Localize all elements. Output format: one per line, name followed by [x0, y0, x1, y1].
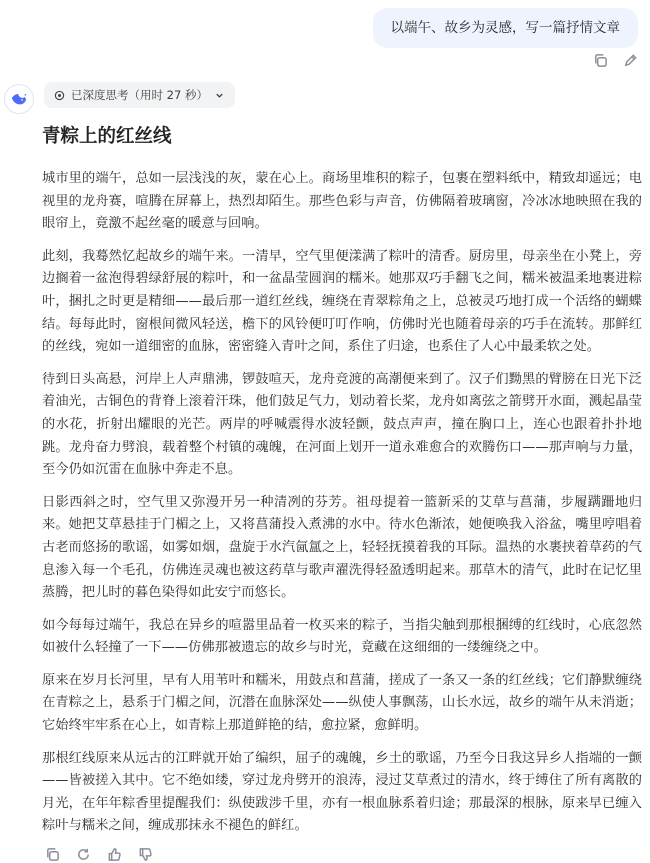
article-paragraph: 此刻，我蓦然忆起故乡的端午来。一清早，空气里便漾满了粽叶的清香。厨房里，母亲坐在小凳上，旁边搁着一盆泡得碧绿舒展的粽叶，和一盆晶莹圆润的糯米。她那双巧手翻飞之间，糯米被温柔地裹进粽叶，捆扎之时更是精细——最后那一道红丝线，缠绕在青翠粽角之上，总被灵巧地打成一个活络的蝴蝶结。每每此时，窗根间微风轻送，檐下的风铃便叮叮作响，仿佛时光也随着母亲的巧手在流转。那鲜红的丝线，宛如一道细密的血脉，密密缝入青叶之间，系住了归途，也系住了人心中最柔软之处。: [42, 248, 642, 355]
deep-think-label: 已深度思考（用时 27 秒）: [71, 88, 208, 102]
article-paragraph: 那根红线原来从远古的江畔就开始了编织，屈子的魂魄，乡土的歌谣，乃至今日我这异乡人指端的一颤——皆被搓入其中。它不绝如缕，穿过龙舟劈开的浪涛，浸过艾草煮过的清水，终于缚住了所有离散的月光，在年年粽香里提醒我们：纵使跋涉千里，亦有一根血脉系着归途；那最深的根脉，原来早已缠入粽叶与糯米之间，缠成那抹永不褪色的鲜红。: [42, 750, 642, 834]
regenerate-icon[interactable]: [75, 846, 91, 862]
deepseek-whale-icon: [10, 90, 28, 108]
user-message-actions: [592, 52, 638, 68]
article-paragraph: 原来在岁月长河里，早有人用苇叶和糯米，用鼓点和菖蒲，搓成了一条又一条的红丝线；它们静默缠绕在青粽之上，悬系于门楣之间，沉潜在血脉深处——纵使人事飘荡，山长水远，故乡的端午从未消逝；它始终牢牢系在心上，如青粽上那道鲜艳的结，愈拉紧，愈鲜明。: [42, 672, 642, 734]
thumbs-down-icon[interactable]: [137, 846, 153, 862]
deep-think-toggle[interactable]: [44, 82, 235, 108]
copy-icon[interactable]: [44, 846, 60, 862]
user-message-bubble: 以端午、故乡为灵感，写一篇抒情文章: [373, 8, 639, 48]
chevron-down-icon: [214, 90, 225, 101]
copy-icon[interactable]: [592, 52, 608, 68]
article-paragraph: 日影西斜之时，空气里又弥漫开另一种清冽的芬芳。祖母提着一篮新采的艾草与菖蒲，步履蹒跚地归来。她把艾草悬挂于门楣之上，又将菖蒲投入煮沸的水中。待水色渐浓，她便唤我入浴盆，嘴里哼唱着古老而悠扬的歌谣，如雾如烟，盘旋于水汽氤氲之上，轻轻抚摸着我的耳际。温热的水裹挟着草药的气息渗入每一个毛孔，仿佛连灵魂也被这药草与歌声濯洗得轻盈透明起来。那草木的清气，此时在记忆里蒸腾，把儿时的暮色染得如此安宁而悠长。: [42, 494, 642, 601]
response-actions: [44, 846, 153, 862]
article-paragraph: 城市里的端午，总如一层浅浅的灰，蒙在心上。商场里堆积的粽子，包裹在塑料纸中，精致却遥远；电视里的龙舟赛，喧腾在屏幕上，热烈却陌生。那些色彩与声音，仿佛隔着玻璃窗，冷冰冰地映照在我的眼帘上，竟激不起丝毫的暖意与回响。: [42, 171, 642, 232]
edit-icon[interactable]: [622, 52, 638, 68]
article-paragraph: 如今每每过端午，我总在异乡的喧嚣里品着一枚买来的粽子，当指尖触到那根捆缚的红线时，心底忽然如被什么轻撞了一下——仿佛那被遗忘的故乡与时光，竟藏在这细细的一缕缠绕之中。: [42, 617, 642, 656]
assistant-avatar: [4, 84, 34, 114]
article-title: 青粽上的红丝线: [42, 126, 172, 147]
deep-think-icon: [54, 90, 65, 101]
article-paragraph: 待到日头高悬，河岸上人声鼎沸，锣鼓喧天，龙舟竞渡的高潮便来到了。汉子们黝黑的臂膀在日光下泛着油光，古铜色的背脊上滚着汗珠，他们鼓足气力，划动着长桨，龙舟如离弦之箭劈开水面，溅起晶莹的水花，折射出耀眼的光芒。两岸的呼喊震得水波轻颤，鼓点声声，撞在胸口上，连心也跟着扑扑地跳。龙舟奋力劈浪，载着整个村镇的魂魄，在河面上划开一道永难愈合的欢腾伤口——那声响与力量，至今仍如沉雷在血脉中奔走不息。: [42, 371, 642, 478]
assistant-response: [42, 118, 642, 848]
thumbs-up-icon[interactable]: [106, 846, 122, 862]
